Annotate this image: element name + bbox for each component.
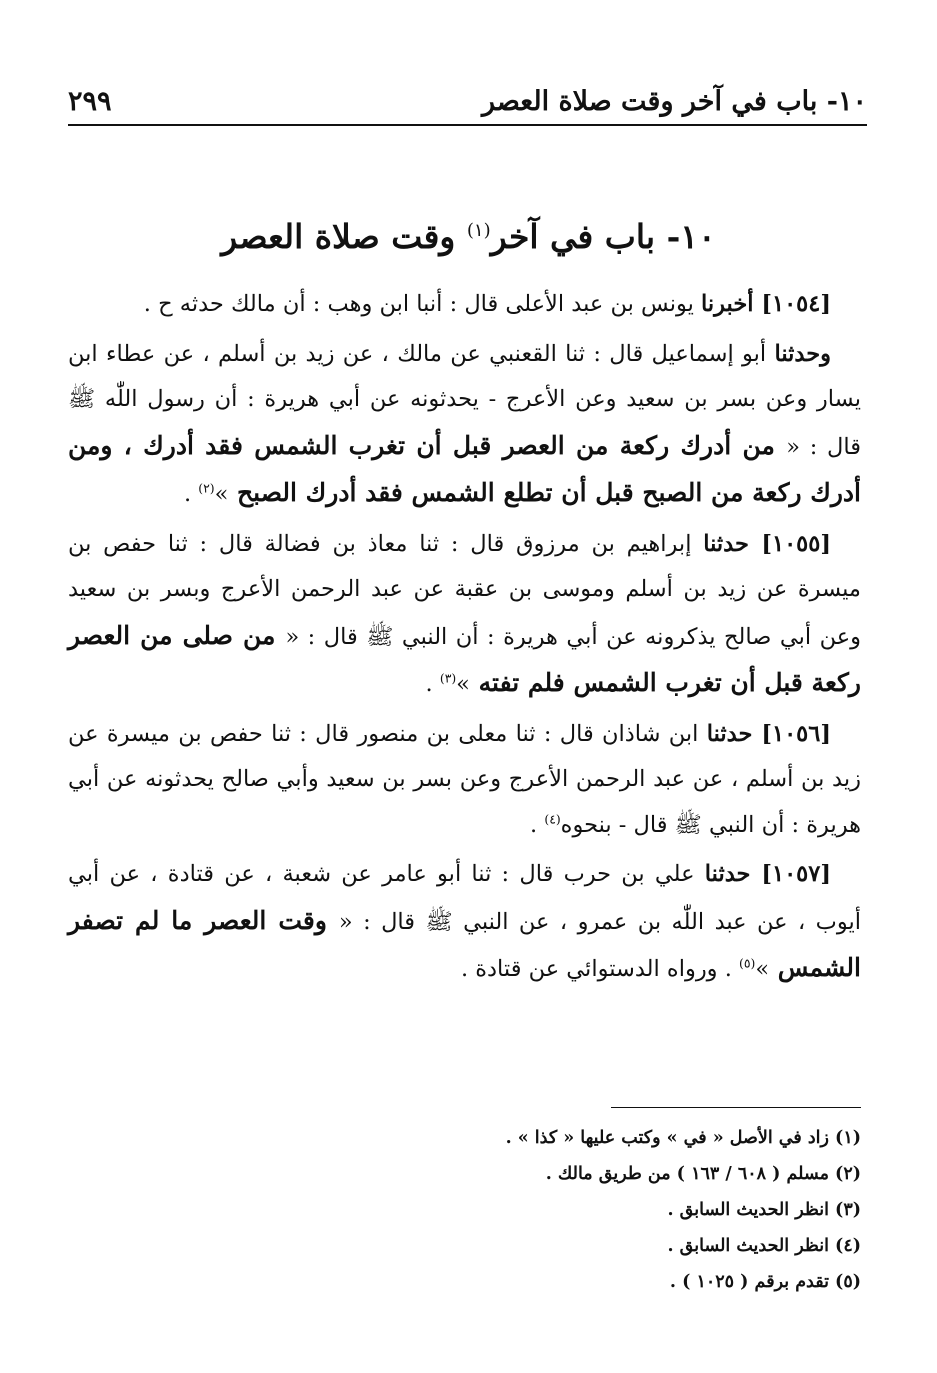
paragraph-end: . ورواه الدستوائي عن قتادة . (460, 956, 740, 982)
hadith-paragraph (68, 522, 861, 708)
footnote-ref[interactable]: (٤) (544, 812, 561, 826)
hadith-number: [١٠٥٧] (761, 861, 831, 887)
footnote: (٢) مسلم ( ٦٠٨ / ١٦٣ ) من طريق مالك . (545, 1164, 861, 1184)
quote-close: » (755, 956, 770, 982)
page-number: ٢٩٩ (68, 85, 112, 117)
hadith-text: وقت العصر ما لم تصفر الشمس (68, 905, 861, 982)
page-header (68, 78, 867, 126)
paragraph-text: أبو إسماعيل قال : ثنا القعنبي عن مالك ، عن زيد بن أسلم ، عن عطاء ابن يسار وعن بسر بن سعيد وعن الأعرج - يحدثونه عن أبي هريرة : أن رسول اللّٰه ﷺ قال : « (68, 340, 861, 460)
paragraph-text: ابن شاذان قال : ثنا معلى بن منصور قال : ثنا حفص بن ميسرة عن زيد بن أسلم ، عن عبد الرحمن الأعرج وعن بسر بن سعيد وأبي صالح يحدثونه عن أبي هريرة : أن النبي ﷺ قال - بنحوه (68, 720, 861, 838)
footnote: (٤) انظر الحديث السابق . (667, 1236, 861, 1256)
hadith-paragraph (68, 712, 861, 849)
transmission-word: حدثنا (704, 861, 762, 887)
footnote-divider (611, 1107, 861, 1108)
paragraph-end: . (530, 811, 545, 838)
footnote-ref[interactable]: (٥) (739, 956, 756, 971)
hadith-paragraph (68, 282, 861, 328)
hadith-number: [١٠٥٦] (761, 720, 831, 747)
footnote: (١) زاد في الأصل « في » وكتب عليها « كذا » . (505, 1128, 861, 1148)
paragraph-end: . (425, 671, 440, 697)
quote-close: » (214, 481, 229, 507)
transmission-word: حدثنا (703, 530, 762, 557)
running-title: ١٠- باب في آخر وقت صلاة العصر (482, 85, 867, 117)
chapter-title-rest: وقت صلاة العصر (221, 217, 467, 256)
hadith-paragraph (68, 852, 861, 993)
footnote-ref[interactable]: (٢) (198, 481, 215, 496)
footnote: (٣) انظر الحديث السابق . (667, 1200, 861, 1220)
hadith-paragraph (68, 332, 861, 518)
hadith-text: من أدرك ركعة من العصر قبل أن تغرب الشمس فقد أدرك ، ومن أدرك ركعة من الصبح قبل أن تطلع الشمس فقد أدرك الصبح (68, 430, 861, 507)
hadith-text: من صلى من العصر ركعة قبل أن تغرب الشمس فلم تفته (68, 620, 861, 697)
footnotes (68, 1120, 861, 1300)
chapter-title-main: ١٠- باب في آخر (490, 217, 716, 256)
document-body (68, 282, 861, 997)
footnote: (٥) تقدم برقم ( ١٠٢٥ ) . (669, 1272, 861, 1292)
footnote-ref[interactable]: (٣) (439, 671, 457, 686)
quote-close: » (456, 671, 470, 697)
chapter-title (0, 212, 937, 262)
hadith-number: [١٠٥٥] (761, 530, 831, 557)
paragraph-text: إبراهيم بن مرزوق قال : ثنا معاذ بن فضالة قال : ثنا حفص بن ميسرة عن زيد بن أسلم وموسى بن عقبة عن عبد الرحمن الأعرج وبسر بن سعيد وعن أبي صالح يذكرونه عن أبي هريرة : أن النبي ﷺ قال : « (68, 530, 861, 650)
transmission-word: حدثنا (706, 720, 762, 747)
transmission-word: أخبرنا (701, 291, 762, 317)
footnote-ref[interactable]: (١) (466, 220, 491, 241)
paragraph-text: يونس بن عبد الأعلى قال : أنبا ابن وهب : أن مالك حدثه ح . (143, 291, 702, 317)
paragraph-text: علي بن حرب قال : ثنا أبو عامر عن شعبة ، عن قتادة ، عن أبي أيوب ، عن عبد اللّٰه بن عمرو ، عن النبي ﷺ قال : « (68, 861, 861, 935)
hadith-number: [١٠٥٤] (761, 291, 831, 317)
paragraph-end: . (183, 481, 199, 507)
transmission-word: وحدثنا (774, 340, 831, 367)
